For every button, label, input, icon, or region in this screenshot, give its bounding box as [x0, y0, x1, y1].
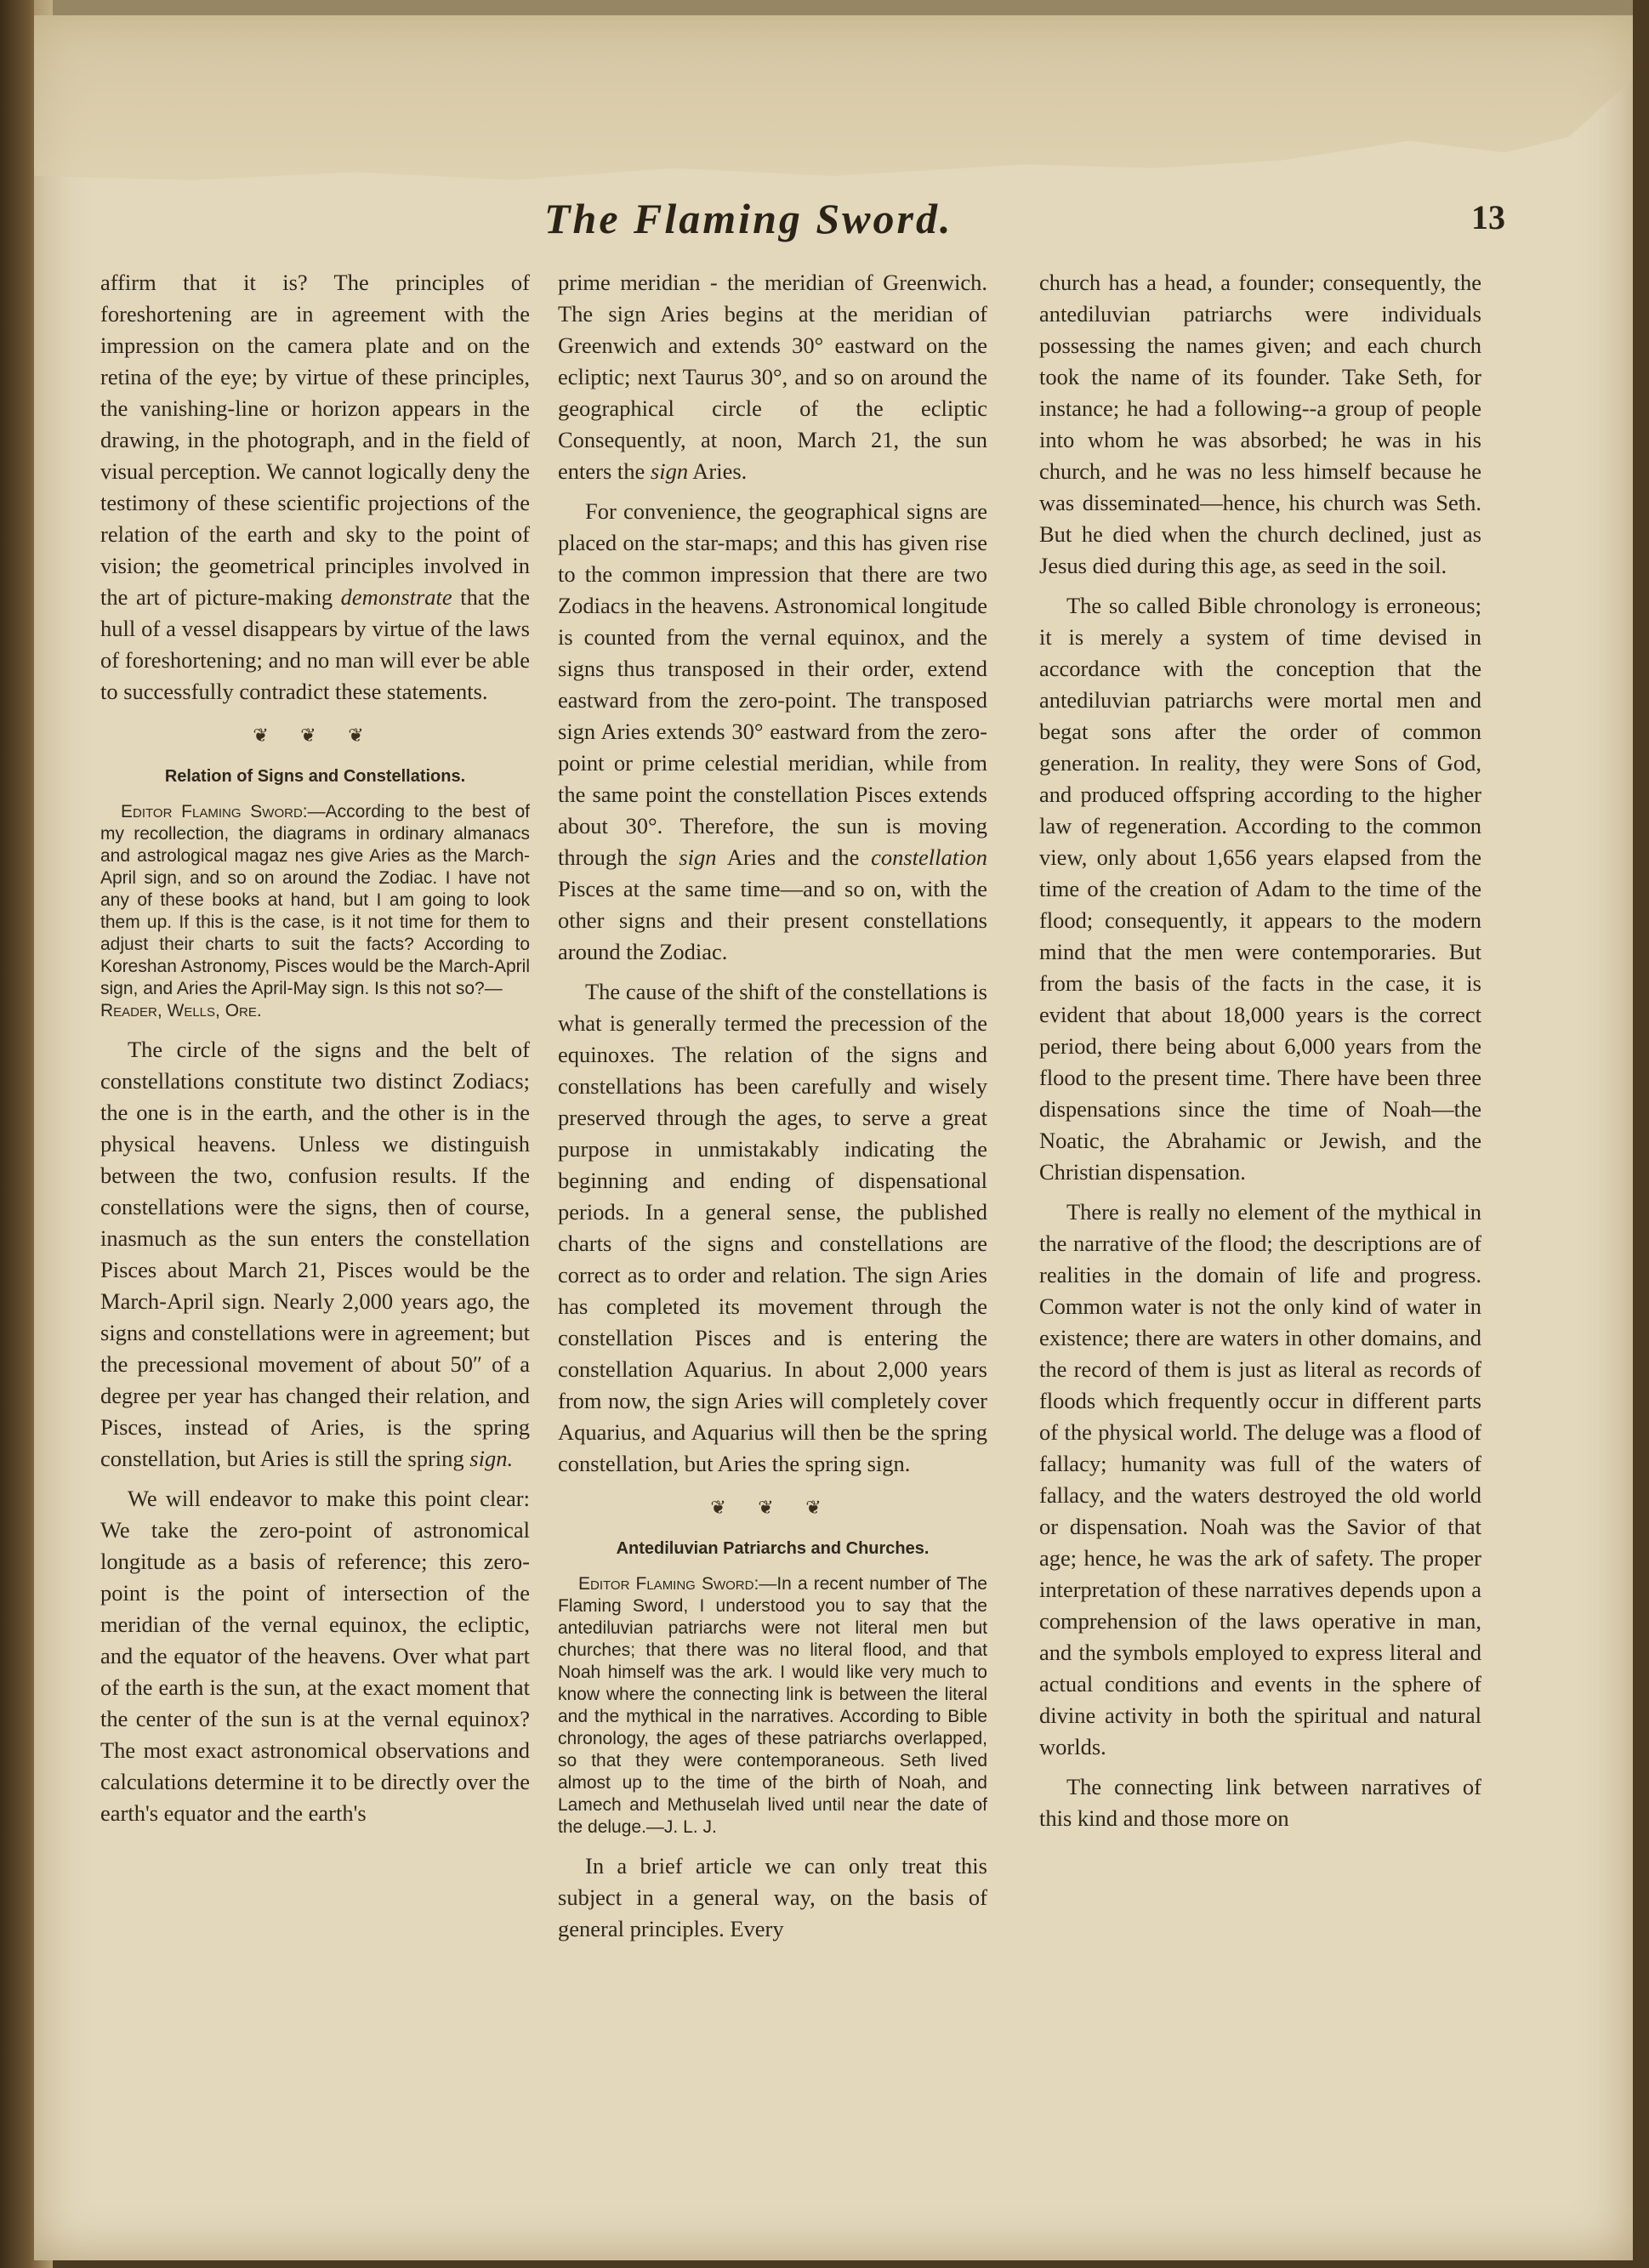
paragraph: The so called Bible chronology is erroneous; it is merely a system of time devised in accordance with the conception that the antediluvian patriarchs were mortal men and begat sons after the order of common generation. In reality, they were Sons of God, and produced offspring according to the higher law of regeneration. According to the common view, only about 1,656 years elapsed from the time of the creation of Adam to the time of the flood; consequently, it appears to the modern mind that the men were contemporaries. But from the basis of the facts in the case, it is evident that about 18,000 years is the correct period, there being about 6,000 years from the flood to the present time. There have been three dispensations since the time of Noah—the Noatic, the Abrahamic or Jewish, and the Christian dispensation. [1039, 593, 1481, 1185]
paragraph: church has a head, a founder; consequently, the antediluvian patriarchs were individuals possessing the names given; and each church took the name of its founder. Take Seth, for instance; he had a following--a group of people into whom he was absorbed; he was in his church, and he was no less himself because he was disseminated—hence, his church was Seth. But he died when the church declined, just as Jesus died during this age, as seed in the soil. [1039, 270, 1481, 578]
paragraph: The connecting link between narratives of this kind and those more on [1039, 1774, 1481, 1831]
paragraph: For convenience, the geographical signs are placed on the star-maps; and this has given rise to the common impression that there are two Zodiacs in the heavens. Astronomical longitude is counted from the vernal equinox, and the signs thus transposed in their order, extend eastward from the zero-point. The transposed sign Aries extends 30° eastward from the zero-point or prime celestial meridian, while from the same point the constellation Pisces extends about 30°. Therefore, the sun is moving through the sign Aries and the constellation Pisces at the same time—and so on, with the other signs and their present constellations around the Zodiac. [558, 498, 988, 964]
paragraph: In a brief article we can only treat this subject in a general way, on the basis of general principles. Every [558, 1853, 987, 1941]
column-2 [558, 267, 987, 1953]
section-heading: Relation of Signs and Constellations. [164, 767, 466, 786]
column-3 [1039, 267, 1481, 1843]
paragraph: The cause of the shift of the constellations is what is generally termed the precession of the equinoxes. The relation of the signs and constellations has been carefully and wisely preserved through the ages, to serve a great purpose in unmistakably indicating the beginning and ending of dispensational periods. In a general sense, the published charts of the signs and constellations are correct as to order and relation. The sign Aries has completed its movement through the constellation Pisces and is entering the constellation Aquarius. In about 2,000 years from now, the sign Aries will completely cover Aquarius, and Aquarius will then be the spring constellation, but Aries the spring sign. [558, 979, 987, 1476]
paragraph: There is really no element of the mythical in the narrative of the flood; the descriptions are of realities in the domain of life and progress. Common water is not the only kind of water in existence; there are waters in other domains, and the record of them is just as literal as records of floods which frequently occur in different parts of the physical world. The deluge was a flood of fallacy; humanity was full of the waters of fallacy, and the waters destroyed the old world or dispensation. Noah was the Savior of that age; hence, he was the ark of safety. The proper interpretation of these narratives depends upon a comprehension of the laws operative in man, and the symbols employed to express literal and actual conditions and events in the sphere of divine activity in both the spiritual and natural worlds. [1039, 1199, 1481, 1759]
section-heading: Antediluvian Patriarchs and Churches. [616, 1539, 930, 1558]
page-number: 13 [1471, 198, 1505, 236]
ornament: ❦ ❦ ❦ [710, 1497, 835, 1518]
publication-title: The Flaming Sword. [544, 195, 953, 242]
page-header [51, 194, 1548, 253]
reader-letter: Editor Flaming Sword:—According to the best of my recollection, the diagrams in ordinary almanacs and astrological magaz nes give Aries as the March-April sign, and so on around the Zodiac. I have not any of these books at hand, but I am going to look them up. If this is the case, is it not time for them to adjust their charts to suit the facts? According to Koreshan Astronomy, Pisces would be the March-April sign, and Aries the April-May sign. Is this not so?— Reader, Wells, Ore. [100, 802, 531, 1020]
paragraph: The circle of the signs and the belt of constellations constitute two distinct Zodiacs; the one is in the earth, and the other is in the physical heavens. Unless we distinguish between the two, confusion results. If the constellations were the signs, then of course, inasmuch as the sun enters the constellation Pisces about March 21, Pisces would be the March-April sign. Nearly 2,000 years ago, the signs and constellations were in agreement; but the precessional movement of about 50″ of a degree per year has changed their relation, and Pisces, instead of Aries, is the spring constellation, but Aries is still the spring sign. [100, 1037, 530, 1471]
ornament: ❦ ❦ ❦ [253, 725, 378, 746]
reader-letter: Editor Flaming Sword:—In a recent number of The Flaming Sword, I understood you to say that the antediluvian patriarchs were not literal men but churches; that there was no literal flood, and that Noah himself was the ark. I would like very much to know where the connecting link is between the literal and the mythical in the narratives. According to Bible chronology, the ages of these patriarchs overlapped, so that they were contemporaneous. Seth lived almost up to the time of the birth of Noah, and Lamech and Methuselah lived until near the date of the deluge.—J. L. J. [558, 1574, 987, 1837]
paragraph: prime meridian - the meridian of Greenwich. The sign Aries begins at the meridian of Greenwich and extends 30° eastward on the ecliptic; next Taurus 30°, and so on around the geographical circle of the ecliptic Consequently, at noon, March 21, the sun enters the sign Aries. [558, 270, 987, 484]
paragraph: affirm that it is? The principles of foreshortening are in agreement with the impression on the camera plate and on the retina of the eye; by virtue of these principles, the vanishing-line or horizon appears in the drawing, in the photograph, and in the field of visual perception. We cannot logically deny the testimony of these scientific projections of the relation of the earth and sky to the point of vision; the geometrical principles involved in the art of picture-making demonstrate that the hull of a vessel disappears by virtue of the laws of foreshortening; and no man will ever be able to successfully contradict these statements. [100, 270, 530, 704]
column-1 [100, 267, 530, 1838]
paragraph: We will endeavor to make this point clear: We take the zero-point of astronomical longitude as a basis of reference; this zero-point is the point of intersection of the meridian of the vernal equinox, the ecliptic, and the equator of the heavens. Over what part of the earth is the sun, at the exact moment that the center of the sun is at the vernal equinox? The most exact astronomical observations and calculations determine it to be directly over the earth's equator and the earth's [100, 1486, 530, 1826]
